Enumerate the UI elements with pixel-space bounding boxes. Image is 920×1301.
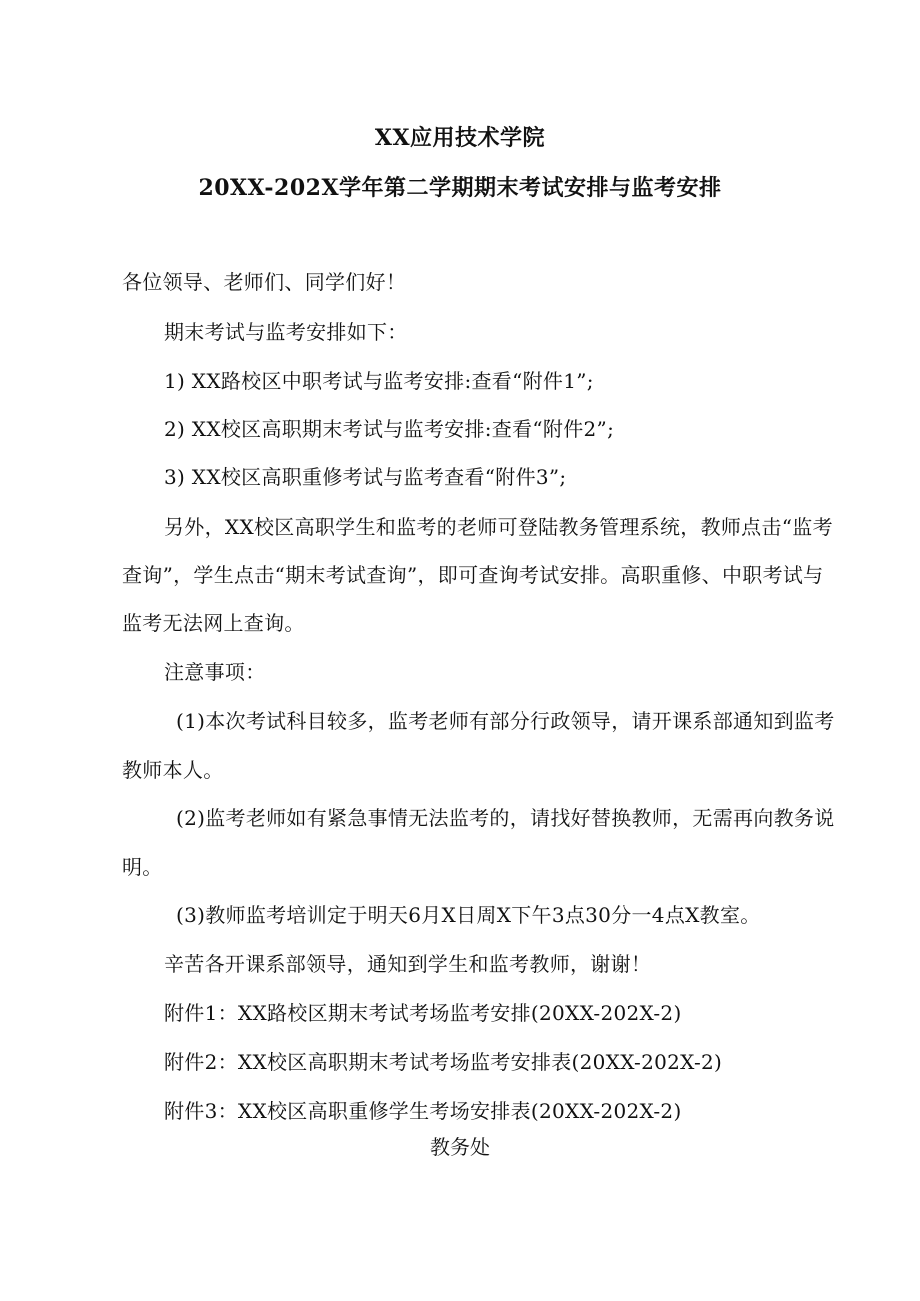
note-line: 教师本人。	[122, 758, 224, 782]
thanks-text: 辛苦各开课系部领导，通知到学生和监考教师，谢谢！	[164, 952, 652, 976]
paragraph-line: 查询”，学生点击“期末考试查询”，即可查询考试安排。高职重修、中职考试与	[122, 563, 824, 587]
signature: 教务处	[430, 1135, 490, 1159]
intro-text: 期末考试与监考安排如下：	[164, 320, 408, 344]
document-title-subject: 20XX-202X学年第二学期期末考试安排与监考安排	[198, 175, 722, 201]
paragraph-line: 监考无法网上查询。	[122, 611, 305, 635]
paragraph-line: 另外，XX校区高职学生和监考的老师可登陆教务管理系统，教师点击“监考	[164, 515, 833, 539]
note-line: (2)监考老师如有紧急事情无法监考的，请找好替换教师，无需再向教务说	[176, 806, 835, 830]
attachment-item: 附件2：XX校区高职期末考试考场监考安排表(20XX-202X-2)	[164, 1050, 723, 1074]
attachment-item: 附件1：XX路校区期末考试考场监考安排(20XX-202X-2)	[164, 1001, 682, 1025]
greeting: 各位领导、老师们、同学们好！	[122, 270, 407, 294]
document-title-school: XX应用技术学院	[374, 125, 546, 151]
note-line: (3)教师监考培训定于明天6月X日周X下午3点30分一4点X教室。	[176, 903, 761, 927]
note-line: 明。	[122, 855, 163, 879]
list-item: 3) XX校区高职重修考试与监考查看“附件3”;	[164, 465, 567, 489]
notes-heading: 注意事项：	[164, 660, 266, 684]
attachment-item: 附件3：XX校区高职重修学生考场安排表(20XX-202X-2)	[164, 1099, 682, 1123]
list-item: 2) XX校区高职期末考试与监考安排:查看“附件2”;	[164, 417, 615, 441]
list-item: 1) XX路校区中职考试与监考安排:查看“附件1”;	[164, 369, 594, 393]
note-line: (1)本次考试科目较多，监考老师有部分行政领导，请开课系部通知到监考	[176, 709, 835, 733]
